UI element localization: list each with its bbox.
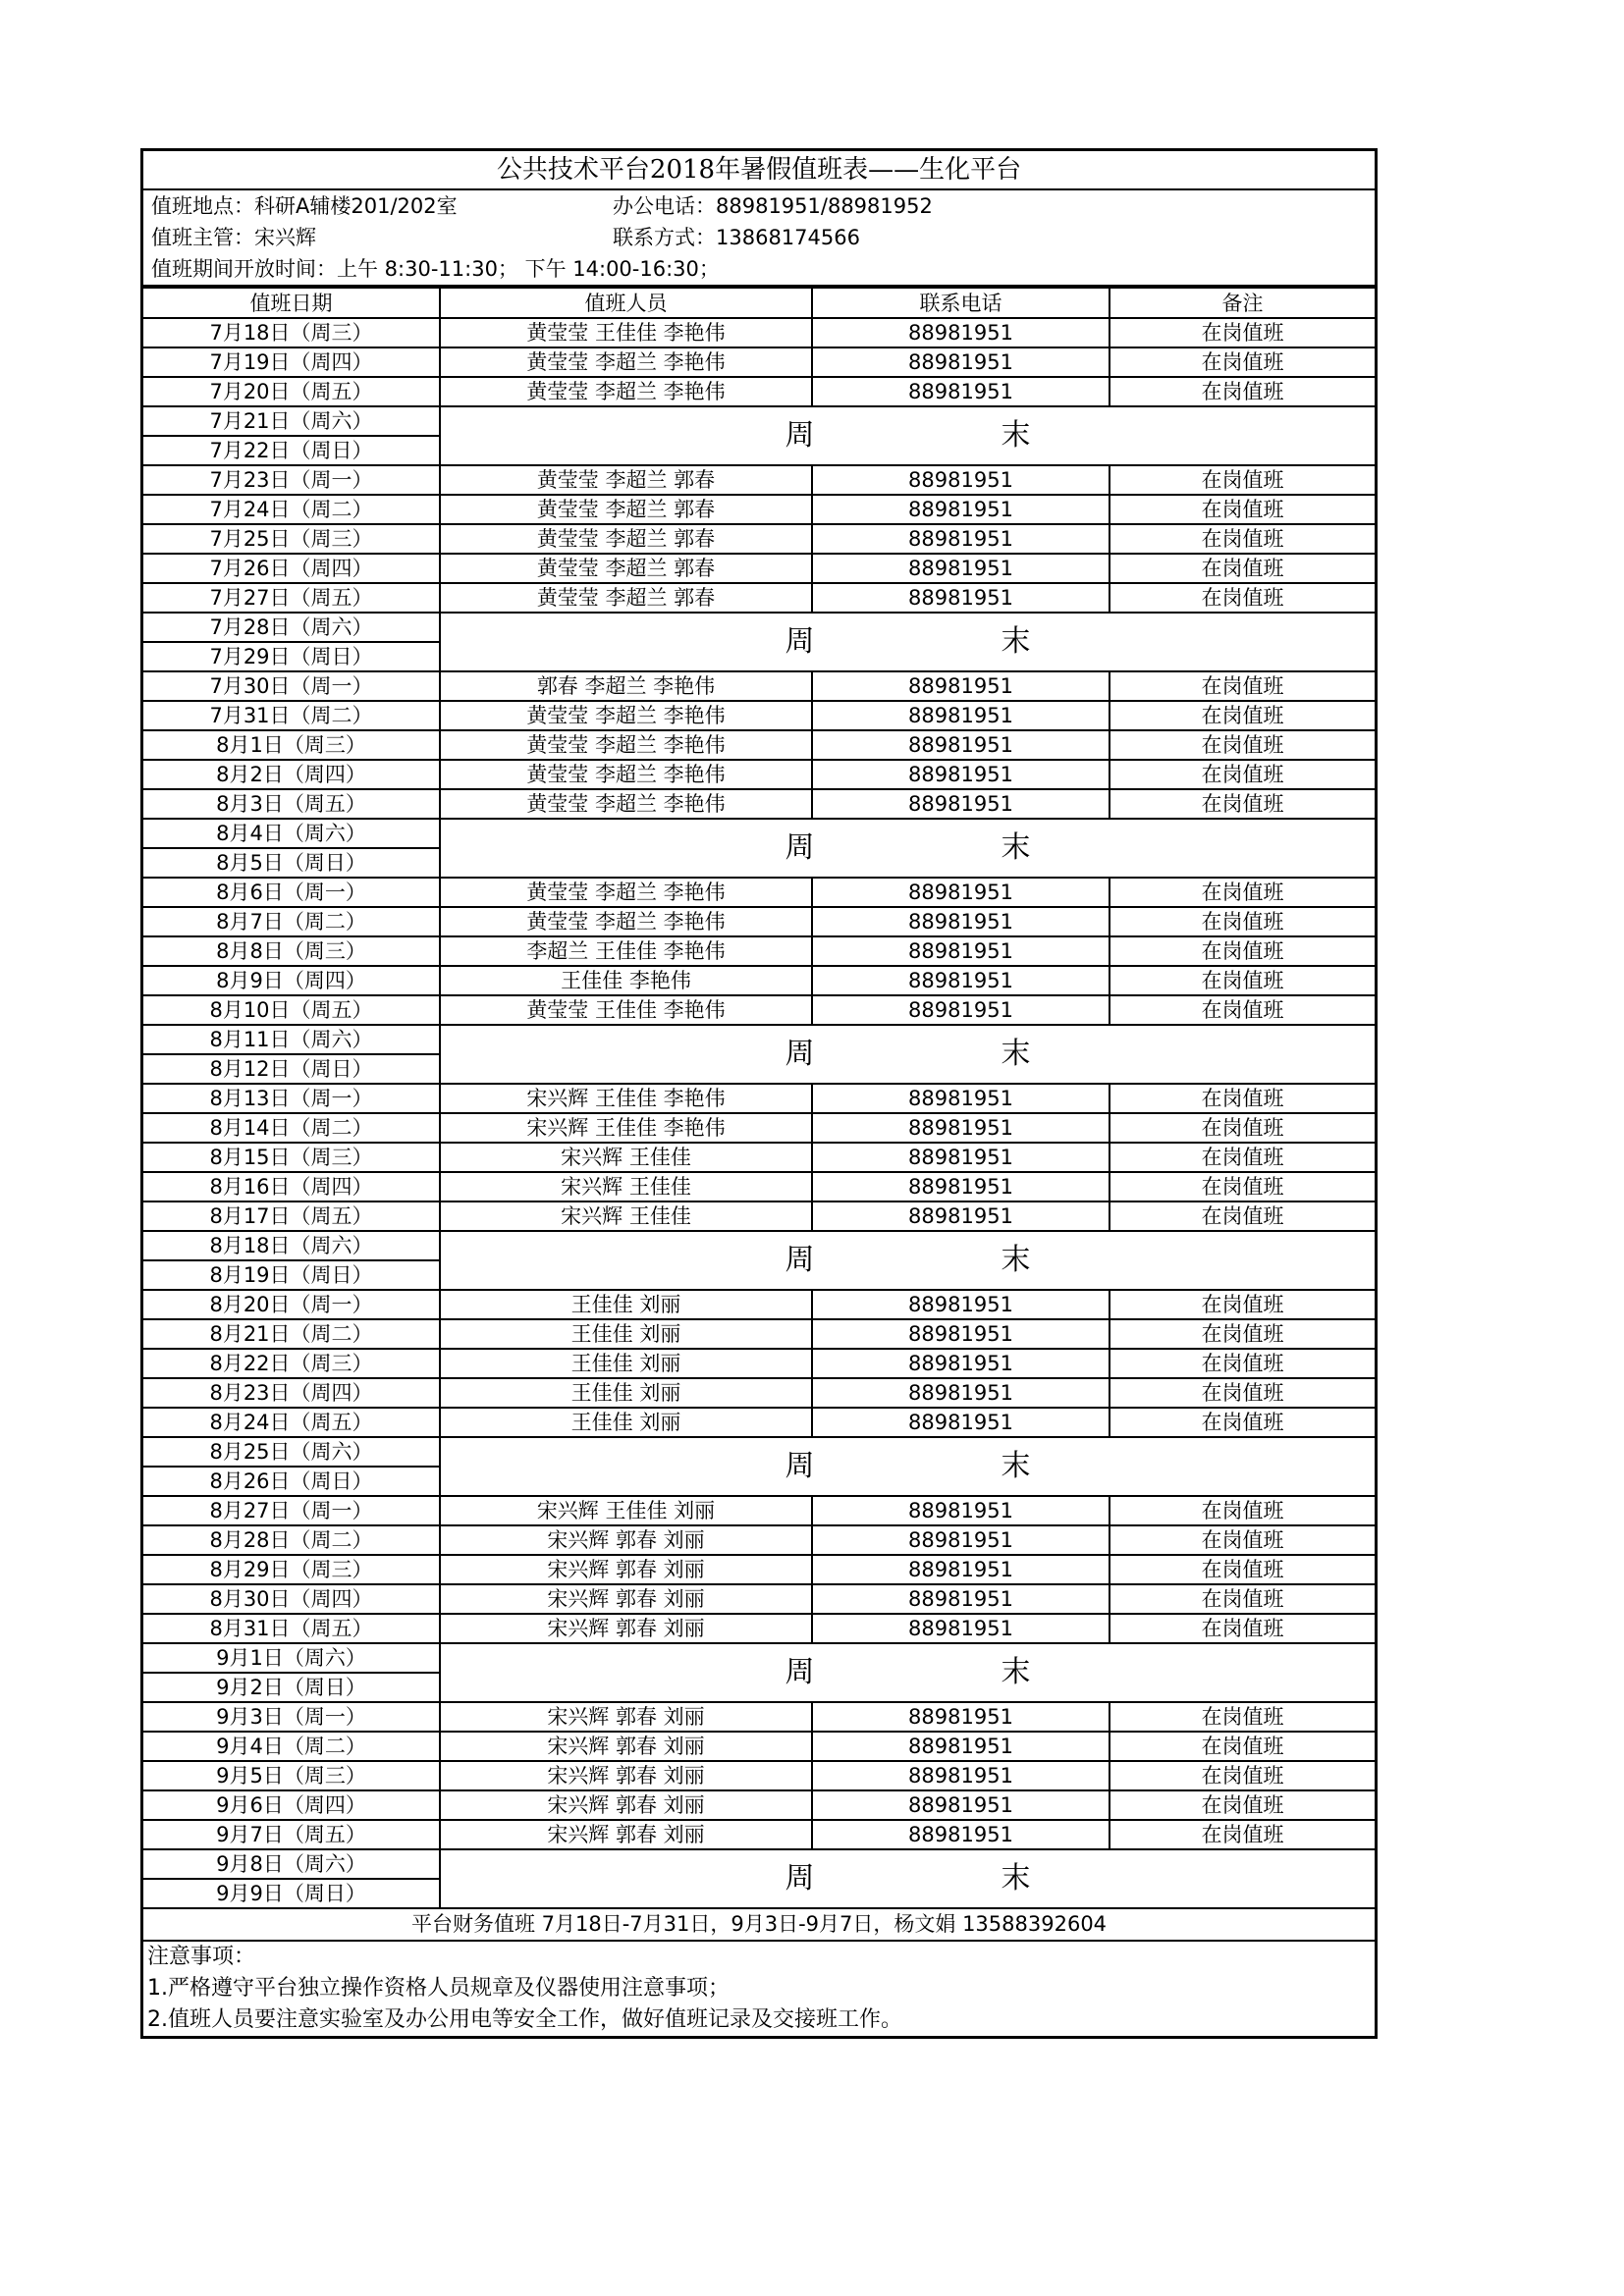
note-cell: 在岗值班 [1110,1820,1375,1849]
note-item: 2.值班人员要注意实验室及办公用电等安全工作，做好值班记录及交接班工作。 [147,2007,902,2032]
staff-cell: 黄莹莹 李超兰 李艳伟 [440,701,812,730]
table-row [143,907,1375,936]
table-row [143,1849,1375,1879]
phone-cell: 88981951 [812,1790,1110,1820]
date-cell: 8月10日（周五） [143,995,440,1025]
date-cell: 7月26日（周四） [143,554,440,583]
note-item: 1.严格遵守平台独立操作资格人员规章及仪器使用注意事项； [147,1976,730,2001]
staff-cell: 王佳佳 刘丽 [440,1319,812,1349]
table-row [143,583,1375,613]
weekend-label-week: 周 [785,1861,815,1896]
date-cell: 8月20日（周一） [143,1290,440,1319]
note-cell: 在岗值班 [1110,1143,1375,1172]
note-cell: 在岗值班 [1110,760,1375,789]
weekend-cell [440,819,1375,878]
phone-cell: 88981951 [812,1555,1110,1584]
date-cell: 9月5日（周三） [143,1761,440,1790]
staff-cell: 黄莹莹 李超兰 李艳伟 [440,347,812,377]
column-header-note: 备注 [1110,288,1375,318]
date-cell: 8月11日（周六） [143,1025,440,1054]
phone-cell: 88981951 [812,347,1110,377]
weekend-cell [440,1643,1375,1702]
weekend-cell [440,1437,1375,1496]
table-row [143,465,1375,495]
phone-cell: 88981951 [812,1319,1110,1349]
table-row [143,1378,1375,1408]
roster-body [143,318,1375,1908]
date-cell: 8月21日（周二） [143,1319,440,1349]
weekend-label-end: 末 [1001,624,1031,659]
table-row [143,789,1375,819]
phone-cell: 88981951 [812,1761,1110,1790]
date-cell: 7月28日（周六） [143,613,440,642]
date-cell: 7月27日（周五） [143,583,440,613]
table-row [143,1084,1375,1113]
staff-cell: 宋兴辉 王佳佳 [440,1143,812,1172]
staff-cell: 王佳佳 刘丽 [440,1349,812,1378]
note-cell: 在岗值班 [1110,966,1375,995]
note-cell: 在岗值班 [1110,878,1375,907]
table-row [143,377,1375,406]
weekend-label-week: 周 [785,830,815,865]
phone-cell: 88981951 [812,1113,1110,1143]
table-row [143,878,1375,907]
table-row [143,554,1375,583]
date-cell: 8月30日（周四） [143,1584,440,1614]
note-cell: 在岗值班 [1110,1378,1375,1408]
date-cell: 8月15日（周三） [143,1143,440,1172]
phone-cell: 88981951 [812,1143,1110,1172]
weekend-cell [440,1231,1375,1290]
duty-supervisor: 值班主管：宋兴辉 [151,226,316,249]
table-row [143,1231,1375,1260]
table-row [143,1113,1375,1143]
phone-cell: 88981951 [812,1201,1110,1231]
date-cell: 7月29日（周日） [143,642,440,671]
note-cell: 在岗值班 [1110,671,1375,701]
staff-cell: 宋兴辉 王佳佳 [440,1172,812,1201]
staff-cell: 王佳佳 刘丽 [440,1290,812,1319]
table-row [143,1643,1375,1673]
note-cell: 在岗值班 [1110,1113,1375,1143]
date-cell: 8月24日（周五） [143,1408,440,1437]
table-row [143,671,1375,701]
weekend-label-end: 末 [1001,830,1031,865]
table-row [143,819,1375,848]
weekend-label-week: 周 [785,624,815,659]
staff-cell: 黄莹莹 李超兰 李艳伟 [440,907,812,936]
table-row [143,1437,1375,1467]
note-cell: 在岗值班 [1110,377,1375,406]
date-cell: 9月3日（周一） [143,1702,440,1732]
table-row [143,1584,1375,1614]
table-row [143,495,1375,524]
note-cell: 在岗值班 [1110,1732,1375,1761]
table-row [143,760,1375,789]
phone-cell: 88981951 [812,789,1110,819]
note-cell: 在岗值班 [1110,1555,1375,1584]
phone-cell: 88981951 [812,936,1110,966]
date-cell: 8月9日（周四） [143,966,440,995]
table-row [143,1172,1375,1201]
note-cell: 在岗值班 [1110,1790,1375,1820]
note-cell: 在岗值班 [1110,789,1375,819]
date-cell: 7月31日（周二） [143,701,440,730]
note-cell: 在岗值班 [1110,1349,1375,1378]
staff-cell: 宋兴辉 郭春 刘丽 [440,1790,812,1820]
date-cell: 9月9日（周日） [143,1879,440,1908]
staff-cell: 宋兴辉 郭春 刘丽 [440,1525,812,1555]
phone-cell: 88981951 [812,1584,1110,1614]
phone-cell: 88981951 [812,1820,1110,1849]
phone-cell: 88981951 [812,465,1110,495]
date-cell: 7月25日（周三） [143,524,440,554]
note-cell: 在岗值班 [1110,347,1375,377]
date-cell: 8月8日（周三） [143,936,440,966]
phone-cell: 88981951 [812,1496,1110,1525]
note-cell: 在岗值班 [1110,701,1375,730]
staff-cell: 黄莹莹 李超兰 李艳伟 [440,377,812,406]
date-cell: 8月29日（周三） [143,1555,440,1584]
table-row [143,936,1375,966]
weekend-cell [440,1849,1375,1908]
table-row [143,1761,1375,1790]
note-cell: 在岗值班 [1110,1319,1375,1349]
date-cell: 7月20日（周五） [143,377,440,406]
roster-table [143,287,1375,1909]
date-cell: 8月25日（周六） [143,1437,440,1467]
phone-cell: 88981951 [812,1702,1110,1732]
phone-cell: 88981951 [812,1408,1110,1437]
weekend-cell [440,406,1375,465]
table-row [143,524,1375,554]
note-cell: 在岗值班 [1110,1408,1375,1437]
date-cell: 8月17日（周五） [143,1201,440,1231]
date-cell: 7月23日（周一） [143,465,440,495]
note-cell: 在岗值班 [1110,1584,1375,1614]
phone-cell: 88981951 [812,760,1110,789]
staff-cell: 宋兴辉 王佳佳 [440,1201,812,1231]
office-phone: 办公电话：88981951/88981952 [613,194,933,218]
staff-cell: 宋兴辉 王佳佳 李艳伟 [440,1113,812,1143]
note-cell: 在岗值班 [1110,1614,1375,1643]
note-cell: 在岗值班 [1110,524,1375,554]
date-cell: 8月5日（周日） [143,848,440,878]
staff-cell: 黄莹莹 李超兰 郭春 [440,554,812,583]
table-row [143,1201,1375,1231]
table-row [143,318,1375,347]
note-cell: 在岗值班 [1110,495,1375,524]
phone-cell: 88981951 [812,966,1110,995]
date-cell: 8月13日（周一） [143,1084,440,1113]
staff-cell: 黄莹莹 李超兰 李艳伟 [440,760,812,789]
date-cell: 8月16日（周四） [143,1172,440,1201]
weekend-label-week: 周 [785,1449,815,1483]
phone-cell: 88981951 [812,495,1110,524]
date-cell: 7月18日（周三） [143,318,440,347]
staff-cell: 黄莹莹 李超兰 郭春 [440,465,812,495]
date-cell: 9月8日（周六） [143,1849,440,1879]
phone-cell: 88981951 [812,1290,1110,1319]
phone-cell: 88981951 [812,583,1110,613]
phone-cell: 88981951 [812,1084,1110,1113]
note-cell: 在岗值班 [1110,1761,1375,1790]
table-header-row [143,288,1375,318]
table-row [143,1349,1375,1378]
note-cell: 在岗值班 [1110,1702,1375,1732]
open-hours: 值班期间开放时间：上午 8:30-11:30； 下午 14:00-16:30； [151,257,720,281]
table-row [143,1525,1375,1555]
phone-cell: 88981951 [812,554,1110,583]
info-row-hours [143,253,1375,287]
duty-roster-sheet [140,148,1378,2039]
table-row [143,966,1375,995]
staff-cell: 黄莹莹 李超兰 郭春 [440,495,812,524]
weekend-label-end: 末 [1001,1655,1031,1689]
phone-cell: 88981951 [812,671,1110,701]
weekend-label-end: 末 [1001,418,1031,453]
table-row [143,1702,1375,1732]
weekend-label-week: 周 [785,418,815,453]
finance-duty: 平台财务值班 7月18日-7月31日，9月3日-9月7日，杨文娟 13588392604 [143,1909,1375,1942]
table-row [143,1790,1375,1820]
date-cell: 9月2日（周日） [143,1673,440,1702]
note-cell: 在岗值班 [1110,1172,1375,1201]
date-cell: 9月6日（周四） [143,1790,440,1820]
date-cell: 8月28日（周二） [143,1525,440,1555]
phone-cell: 88981951 [812,1172,1110,1201]
staff-cell: 王佳佳 李艳伟 [440,966,812,995]
date-cell: 7月24日（周二） [143,495,440,524]
weekend-label-week: 周 [785,1037,815,1071]
weekend-cell [440,1025,1375,1084]
duty-location: 值班地点：科研A辅楼201/202室 [151,194,458,218]
supervisor-contact: 联系方式：13868174566 [613,226,860,249]
note-cell: 在岗值班 [1110,907,1375,936]
staff-cell: 王佳佳 刘丽 [440,1408,812,1437]
date-cell: 8月26日（周日） [143,1467,440,1496]
phone-cell: 88981951 [812,1525,1110,1555]
column-header-staff: 值班人员 [440,288,812,318]
date-cell: 8月27日（周一） [143,1496,440,1525]
staff-cell: 郭春 李超兰 李艳伟 [440,671,812,701]
table-row [143,1820,1375,1849]
weekend-label-week: 周 [785,1655,815,1689]
date-cell: 7月19日（周四） [143,347,440,377]
note-cell: 在岗值班 [1110,730,1375,760]
note-cell: 在岗值班 [1110,554,1375,583]
staff-cell: 宋兴辉 郭春 刘丽 [440,1761,812,1790]
phone-cell: 88981951 [812,524,1110,554]
date-cell: 8月12日（周日） [143,1054,440,1084]
date-cell: 8月19日（周日） [143,1260,440,1290]
note-cell: 在岗值班 [1110,1201,1375,1231]
table-row [143,995,1375,1025]
note-cell: 在岗值班 [1110,995,1375,1025]
staff-cell: 宋兴辉 郭春 刘丽 [440,1732,812,1761]
date-cell: 8月4日（周六） [143,819,440,848]
date-cell: 8月1日（周三） [143,730,440,760]
table-row [143,1555,1375,1584]
table-row [143,1143,1375,1172]
table-row [143,1319,1375,1349]
note-cell: 在岗值班 [1110,1084,1375,1113]
table-row [143,347,1375,377]
date-cell: 8月14日（周二） [143,1113,440,1143]
note-cell: 在岗值班 [1110,936,1375,966]
table-row [143,406,1375,436]
phone-cell: 88981951 [812,377,1110,406]
weekend-cell [440,613,1375,671]
roster-title: 公共技术平台2018年暑假值班表——生化平台 [143,151,1375,190]
table-row [143,1025,1375,1054]
table-row [143,1496,1375,1525]
phone-cell: 88981951 [812,318,1110,347]
date-cell: 8月23日（周四） [143,1378,440,1408]
staff-cell: 宋兴辉 郭春 刘丽 [440,1820,812,1849]
info-row-supervisor [143,222,1375,253]
staff-cell: 宋兴辉 王佳佳 刘丽 [440,1496,812,1525]
weekend-label-week: 周 [785,1243,815,1277]
weekend-label-end: 末 [1001,1037,1031,1071]
date-cell: 7月30日（周一） [143,671,440,701]
info-row-location [143,190,1375,222]
staff-cell: 李超兰 王佳佳 李艳伟 [440,936,812,966]
date-cell: 9月4日（周二） [143,1732,440,1761]
phone-cell: 88981951 [812,995,1110,1025]
table-row [143,1614,1375,1643]
date-cell: 8月7日（周二） [143,907,440,936]
staff-cell: 黄莹莹 李超兰 李艳伟 [440,789,812,819]
date-cell: 7月21日（周六） [143,406,440,436]
staff-cell: 宋兴辉 郭春 刘丽 [440,1584,812,1614]
phone-cell: 88981951 [812,1732,1110,1761]
date-cell: 8月18日（周六） [143,1231,440,1260]
phone-cell: 88981951 [812,1349,1110,1378]
phone-cell: 88981951 [812,1614,1110,1643]
table-row [143,701,1375,730]
date-cell: 8月3日（周五） [143,789,440,819]
staff-cell: 王佳佳 刘丽 [440,1378,812,1408]
staff-cell: 宋兴辉 郭春 刘丽 [440,1702,812,1732]
column-header-date: 值班日期 [143,288,440,318]
staff-cell: 黄莹莹 李超兰 郭春 [440,583,812,613]
phone-cell: 88981951 [812,730,1110,760]
staff-cell: 黄莹莹 李超兰 李艳伟 [440,730,812,760]
date-cell: 8月2日（周四） [143,760,440,789]
note-cell: 在岗值班 [1110,1525,1375,1555]
staff-cell: 黄莹莹 李超兰 李艳伟 [440,878,812,907]
staff-cell: 宋兴辉 郭春 刘丽 [440,1555,812,1584]
note-cell: 在岗值班 [1110,1496,1375,1525]
phone-cell: 88981951 [812,701,1110,730]
notes-title: 注意事项： [147,1945,256,1969]
weekend-label-end: 末 [1001,1449,1031,1483]
date-cell: 7月22日（周日） [143,436,440,465]
note-cell: 在岗值班 [1110,318,1375,347]
staff-cell: 黄莹莹 王佳佳 李艳伟 [440,995,812,1025]
date-cell: 8月6日（周一） [143,878,440,907]
staff-cell: 宋兴辉 王佳佳 李艳伟 [440,1084,812,1113]
date-cell: 8月22日（周三） [143,1349,440,1378]
date-cell: 8月31日（周五） [143,1614,440,1643]
phone-cell: 88981951 [812,878,1110,907]
phone-cell: 88981951 [812,1378,1110,1408]
table-row [143,1290,1375,1319]
phone-cell: 88981951 [812,907,1110,936]
note-cell: 在岗值班 [1110,583,1375,613]
date-cell: 9月1日（周六） [143,1643,440,1673]
table-row [143,1732,1375,1761]
table-row [143,613,1375,642]
staff-cell: 黄莹莹 王佳佳 李艳伟 [440,318,812,347]
table-row [143,730,1375,760]
date-cell: 9月7日（周五） [143,1820,440,1849]
staff-cell: 宋兴辉 郭春 刘丽 [440,1614,812,1643]
note-cell: 在岗值班 [1110,1290,1375,1319]
staff-cell: 黄莹莹 李超兰 郭春 [440,524,812,554]
table-row [143,1408,1375,1437]
note-cell: 在岗值班 [1110,465,1375,495]
weekend-label-end: 末 [1001,1861,1031,1896]
weekend-label-end: 末 [1001,1243,1031,1277]
column-header-phone: 联系电话 [812,288,1110,318]
